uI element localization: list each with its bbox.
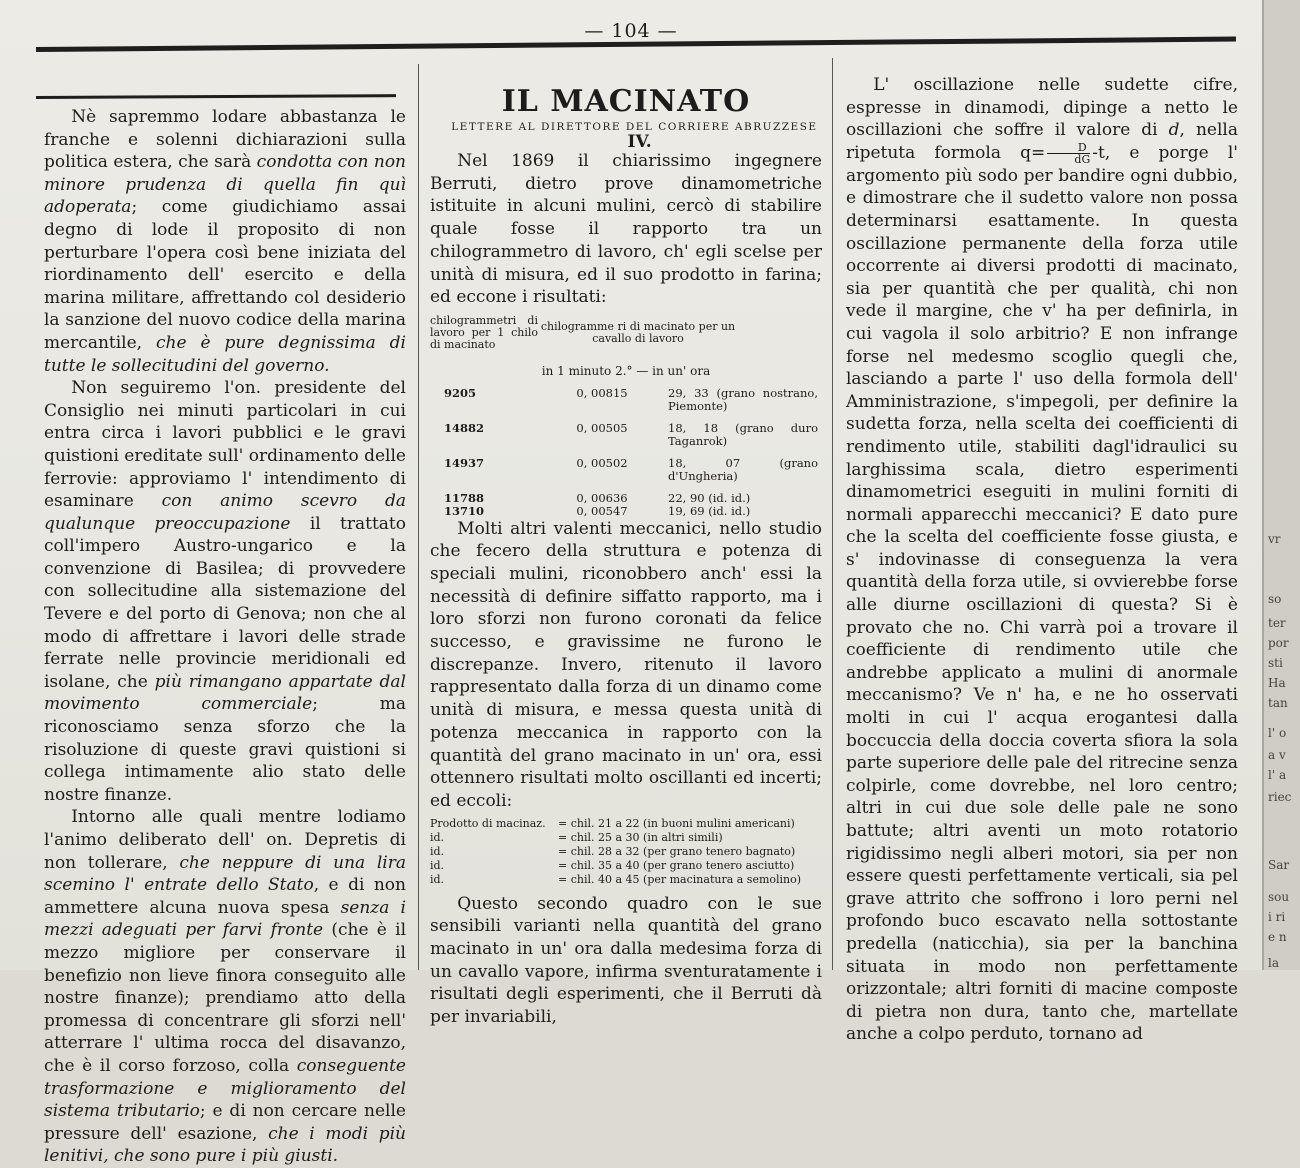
table-row <box>430 845 822 859</box>
kgm-cell: 13710 <box>444 503 485 518</box>
edge-fragment: l' a <box>1268 768 1287 782</box>
per-hour-cell: 22, 90 (id. id.) <box>668 490 751 505</box>
row-label: id. <box>430 872 445 886</box>
row-value: = chil. 25 a 30 (in altri simili) <box>558 830 723 844</box>
edge-fragment: tan <box>1268 696 1288 710</box>
row-label: id. <box>430 844 445 858</box>
table-row <box>430 817 822 831</box>
per-minute-cell: 0, 00547 <box>576 503 628 518</box>
row-value: = chil. 40 a 45 (per macinatura a semolino) <box>558 872 802 886</box>
row-value: = chil. 35 a 40 (per grano tenero asciutto) <box>558 858 795 872</box>
per-hour-cell: 29, 33 (grano nostrano, Piemonte) <box>668 385 818 413</box>
row-label: id. <box>430 830 445 844</box>
row-value: = chil. 21 a 22 (in buoni mulini americani) <box>558 816 795 830</box>
table-row <box>430 457 822 483</box>
table1-head-left: chilogrammetri di lavoro per 1 chilo di macinato <box>430 313 538 351</box>
table1-header <box>430 315 822 351</box>
per-hour-cell: 19, 69 (id. id.) <box>668 503 751 518</box>
text-segment: (che è il mezzo migliore per conservare il benefizio non lieve finora conseguito alle nostre finanze); prendiamo atto della promessa di concentrare gli sforzi nell' atterrare l' ultima rocca del disavanzo, che è il corso forzoso, colla <box>44 920 407 1076</box>
text-segment: , e di non ammettere alcuna nuova spesa <box>44 875 406 918</box>
text-segment: Non seguiremo l'on. presidente del Consiglio nei minuti particolari in cui entra circa i lavori pubblici e le gravi quistioni ereditate sull' ordinamento delle ferrovie: approviamo l' intendimento di esaminare <box>44 378 406 512</box>
edge-fragment: so <box>1268 592 1282 606</box>
italic-quote: che i modi più lenitivi, che sono pure i più giusti. <box>44 1123 406 1167</box>
column-divider-left <box>418 64 419 970</box>
edge-fragment: riec <box>1268 790 1292 804</box>
italic-quote: che neppure di una lira scemino l' entrate dello Stato <box>44 852 407 896</box>
kgm-cell: 9205 <box>444 385 477 400</box>
italic-quote: condotta con non minore prudenza di quella fin quì adoperata <box>44 152 407 218</box>
column-divider-right <box>832 58 833 970</box>
text-segment: -t, e porge l' argomento più sodo per bandire ogni dubbio, e dimostrare che il sudetto valore non possa determinarsi esattamente. In questa oscillazione permanente della forza utile occorrente ai diversi prodotti di macinato, sia per quantità che per qualità, chi non vede il margine, che v' ha per definirla, in cui vagola il solo arbitrio? E non infrange forse nel medesmo scoglio quegli che, lasciando a parte l' uso della formola dell' Amministrazione, s'impegoli, per definire la sudetta forza, nella scelta dei coefficienti di rendimento utile, stabiliti dagl'idraulici su larghissima scala, dietro esperimenti dinamometrici eseguiti in mulini forniti di normali apparecchi meccanici? E dato pure che la scelta del coefficiente fosse giusta, e s' indovinasse di conseguenza la vera quantità della forza utile, si ovvierebbe forse alle diurne oscillazioni di questa? Si è provato che no. Chi varrà poi a trovare il coefficiente di rendimento utile che andrebbe applicato a mulini di anormale meccanismo? Ve n' ha, e ne ho osservati molti in cui l' acqua erogantesi dalla boccuccia della doccia coverta sfiora la sola parte superiore delle pale del ritrecine senza colpirle, come dovrebbe, nel loro centro; altri in cui due sole delle pale ne sono battute; altri aventi un moto rotatorio rigidissimo negli alberi motori, sia per non essere questi perfettamente verticali, sia pel grave attrito che soffrono i loro perni nel profondo buco escavato nella sottostante predella (naticchia), sia per la banchina situata in modo non perfettamente orizzontale; altri forniti di macine composte di pietra non dura, tanto che, martellate anche a colpo perduto, tornano ad <box>846 142 1238 1045</box>
table1-head-right: chilogramme ri di macinato per un cavallo di lavoro <box>540 319 736 345</box>
formula-numerator: D <box>1047 142 1090 154</box>
text-segment: ; ma riconosciamo senza sforzo che la risoluzione di queste gravi quistioni si collega intimamente alio stato delle nostre finanze. <box>44 694 406 805</box>
edge-fragment: a v <box>1268 748 1286 762</box>
per-minute-cell: 0, 00815 <box>576 385 628 400</box>
edge-fragment: ter <box>1268 616 1286 630</box>
text-segment: il trattato coll'impero Austro-ungarico e la convenzione di Basilea; di provvedere con sollecitudine alla sistemazione del Tevere e del porto di Genova; non che al modo di affrettare i lavori delle strade ferrate nelle provincie meridionali ed isolane, che <box>44 513 406 692</box>
row-label: Prodotto di macinaz. <box>430 816 546 830</box>
edge-fragment: la <box>1268 956 1279 970</box>
article-title: IL MACINATO <box>501 84 751 119</box>
italic-quote: senza i mezzi adeguati per farvi fronte <box>44 897 406 941</box>
table1 <box>430 387 822 518</box>
italic-quote: con animo scevro da qualunque preoccupazione <box>44 491 406 534</box>
table1-subheader: in 1 minuto 2.° — in un' ora <box>541 363 711 378</box>
edge-fragment: e n <box>1268 930 1287 944</box>
table-row <box>430 422 822 448</box>
row-value: = chil. 28 a 32 (per grano tenero bagnato) <box>558 844 796 858</box>
edge-fragment: Sar <box>1268 858 1290 872</box>
column-oscillation <box>846 74 1238 1046</box>
per-minute-cell: 0, 00636 <box>576 490 628 505</box>
edge-fragment: vr <box>1268 532 1281 546</box>
table-row <box>430 859 822 873</box>
edge-fragment: i ri <box>1268 910 1286 924</box>
italic-quote: più rimangano appartate dal movimento commerciale <box>44 671 406 715</box>
edge-fragment: l' o <box>1268 726 1287 740</box>
oscillation-paragraph <box>846 74 1238 1046</box>
politics-paragraph <box>44 806 406 1168</box>
formula-fraction <box>1047 142 1090 165</box>
table2 <box>430 817 822 887</box>
text-segment: Intorno alle quali mentre lodiamo l'animo deliberato dell' on. Depretis di non tollerare, <box>44 807 406 873</box>
per-hour-cell: 18, 07 (grano d'Ungheria) <box>668 455 818 483</box>
politics-paragraph <box>44 377 406 806</box>
kgm-cell: 14882 <box>444 420 485 435</box>
row-label: id. <box>430 858 445 872</box>
italic-quote: conseguente trasformazione e miglioramento del sistema tributario <box>44 1055 406 1122</box>
edge-fragment: sou <box>1268 890 1290 904</box>
column-politics <box>44 106 406 1168</box>
per-minute-cell: 0, 00505 <box>576 420 628 435</box>
edge-fragment: Ha <box>1268 676 1286 690</box>
politics-paragraph <box>44 106 406 377</box>
edge-fragment: por <box>1268 636 1289 650</box>
variable-d: d <box>1168 120 1180 141</box>
table-row <box>430 873 822 887</box>
text-segment: ; e di non cercare nelle pressure dell' esazione, <box>44 1101 406 1144</box>
text-segment: L' oscillazione nelle sudette cifre, espresse in dinamodi, dipinge a netto le oscillazioni che soffre il valore di <box>846 75 1238 141</box>
edge-fragment: sti <box>1268 656 1283 670</box>
page-number: — 104 — <box>584 20 678 42</box>
article-subtitle: LETTERE AL DIRETTORE DEL CORRIERE ABRUZZESE <box>451 121 818 133</box>
formula-denominator: dG <box>1074 152 1091 166</box>
italic-quote: che è pure degnissima di tutte le sollecitudini del governo. <box>44 332 406 376</box>
intro-paragraph: Nel 1869 il chiarissimo ingegnere Berruti, dietro prove dinamometriche istituite in alcuni mulini, cercò di stabilire quale fosse il rapporto tra un chilogrammetro di lavoro, ch' egli scelse per unità di misura, ed il suo prodotto in farina; ed eccone i risultati: <box>430 151 822 308</box>
text-segment: , nella ripetuta formola q= <box>846 120 1238 163</box>
per-minute-cell: 0, 00502 <box>576 455 628 470</box>
third-paragraph: Questo secondo quadro con le sue sensibili varianti nella quantità del grano macinato in un' ora dalla medesima forza di un cavallo vapore, infirma sventuratamente i risultati degli esperimenti, che il Berruti dà per invariabili, <box>430 893 822 1028</box>
table-row <box>430 505 822 518</box>
second-paragraph: Molti altri valenti meccanici, nello studio che fecero della struttura e potenza di speciali mulini, riconobbero anch' essi la necessità di definire siffatto rapporto, ma i loro sforzi non furono coronati da felice successo, e gravissime ne furono le discrepanze. Invero, ritenuto il lavoro rappresentato dalla forza di un dinamo come unità di misura, e messa questa unità di potenza meccanica in rapporto con la quantità del grano macinato in un' ora, essi ottennero risultati molto oscillanti ed incerti; ed eccoli: <box>430 518 822 811</box>
per-hour-cell: 18, 18 (grano duro Taganrok) <box>668 420 818 448</box>
letter-number: IV. <box>627 132 652 152</box>
next-page-edge <box>1262 0 1300 970</box>
kgm-cell: 11788 <box>444 490 485 505</box>
text-segment: ; come giudichiamo assai degno di lode il proposito di non perturbare l'opera così bene iniziata del riordinamento dell' esercito e della marina militare, affrettando col desiderio la sanzione del nuovo codice della marina mercantile, <box>44 197 406 353</box>
table-row <box>430 492 822 505</box>
column-top-rule <box>36 94 396 99</box>
column-macinato <box>430 84 822 1029</box>
table-row <box>430 831 822 845</box>
text-segment: Nè sapremmo lodare abbastanza le franche e solenni dichiarazioni sulla politica estera, che sarà <box>44 107 406 173</box>
table-row <box>430 387 822 413</box>
kgm-cell: 14937 <box>444 455 485 470</box>
